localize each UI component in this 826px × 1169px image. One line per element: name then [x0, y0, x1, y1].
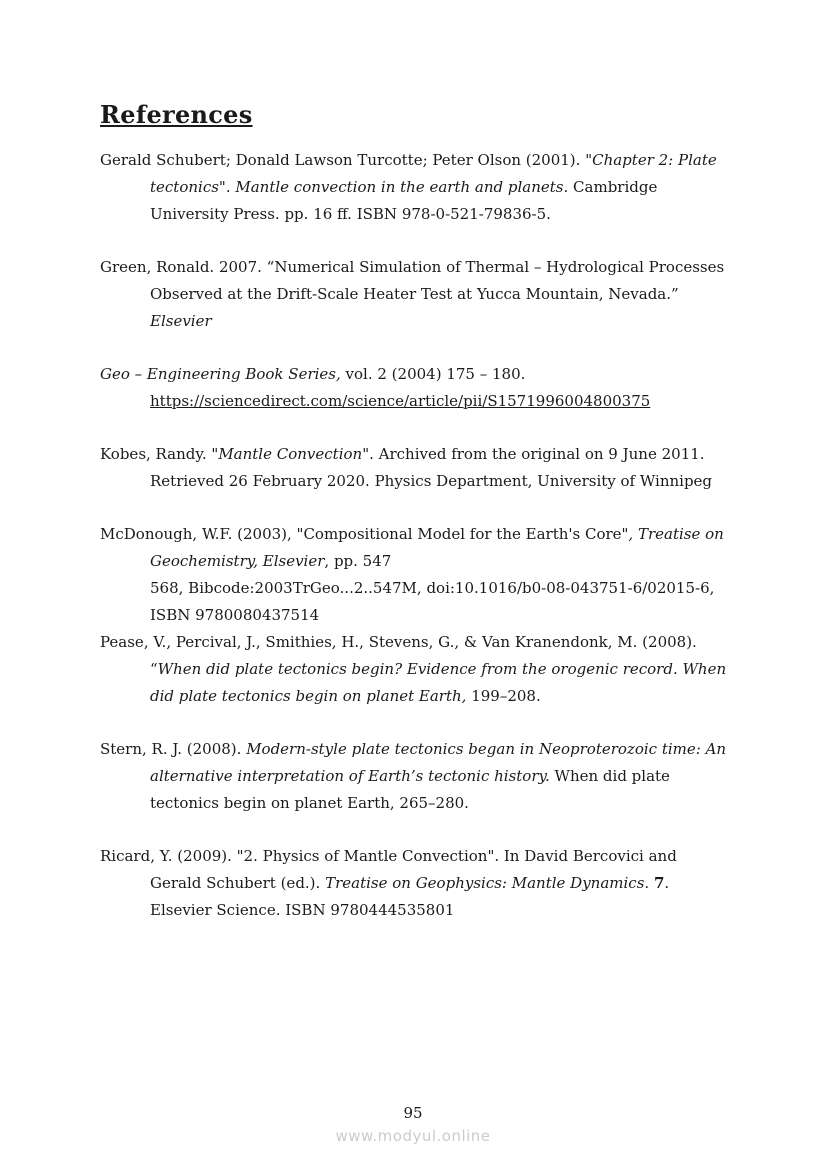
reference-text-run: When did plate tectonics begin on planet Earth, 265–280. — [150, 767, 670, 812]
reference-entry-mcdonough — [100, 521, 730, 629]
reference-list — [100, 147, 730, 924]
reference-text-run: Ricard, Y. (2009). "2. Physics of Mantle Convection". In David Bercovici and Gerald Schubert (ed.). — [100, 847, 677, 892]
reference-entry-stern — [100, 736, 730, 817]
reference-text-run: Geo – Engineering Book Series, — [100, 365, 341, 383]
reference-text-run: Kobes, Randy. " — [100, 445, 219, 463]
page-title: References — [100, 100, 253, 129]
reference-text-run: "Chapter 2: Plate tectonics". Mantle convection in the earth and planets. — [150, 151, 717, 196]
reference-entry-kobes — [100, 441, 730, 495]
reference-text-run: Pease, V., Percival, J., Smithies, H., Stevens, G., & Van Kranendonk, M. (2008). “ — [100, 633, 697, 678]
reference-text-run: Gerald Schubert; Donald Lawson Turcotte; Peter Olson (2001). — [100, 151, 586, 169]
reference-text-run: 7 — [653, 874, 665, 892]
reference-entry-pease — [100, 629, 730, 710]
page-footer — [0, 1104, 826, 1145]
reference-text-run: Modern-style plate tectonics began in Neoproterozoic time: An alternative interpretation of Earth’s tectonic history. — [150, 740, 727, 785]
reference-entry-geo-series — [100, 361, 730, 415]
reference-text-run: ", Treatise on Geochemistry, Elsevier — [150, 525, 724, 570]
watermark: www.modyul.online — [335, 1127, 491, 1145]
reference-text-run: . Elsevier Science. ISBN 9780444535801 — [150, 874, 670, 919]
reference-text-run: Elsevier — [150, 312, 212, 330]
reference-text-run: , pp. 547 — [324, 552, 392, 570]
reference-url-link[interactable]: https://sciencedirect.com/science/article/pii/S1571996004800375 — [150, 392, 651, 410]
reference-text-run: Treatise on Geophysics: Mantle Dynamics. — [325, 874, 650, 892]
reference-text-run: 199–208. — [466, 687, 541, 705]
reference-text-run: When did plate tectonics begin? Evidence from the orogenic record. When did plate tectonics begin on planet Earth, — [150, 660, 727, 705]
reference-text-run: ". Archived from the original on 9 June 2011. Retrieved 26 February 2020. Physics Department, University of Winnipeg — [150, 445, 713, 490]
reference-text-run: Mantle Convection — [218, 445, 363, 463]
reference-text-run: 568, Bibcode:2003TrGeo...2..547M, doi:10.1016/b0-08-043751-6/02015-6, ISBN 9780080437514 — [150, 579, 715, 624]
reference-text-run: vol. 2 (2004) 175 – 180. — [340, 365, 526, 383]
reference-text-run: Stern, R. J. (2008). — [100, 740, 247, 758]
reference-entry-green — [100, 254, 730, 335]
reference-text-run: Green, Ronald. 2007. “Numerical Simulation of Thermal – Hydrological Processes Observed at the Drift-Scale Heater Test at Yucca Mountain, Nevada.” — [100, 258, 725, 303]
page-number: 95 — [403, 1104, 423, 1122]
reference-entry-ricard — [100, 843, 730, 924]
reference-text-run: McDonough, W.F. (2003), "Compositional Model for the Earth's Core — [100, 525, 622, 543]
reference-entry-schubert — [100, 147, 730, 228]
reference-text-run: Cambridge University Press. pp. 16 ff. ISBN 978-0-521-79836-5. — [150, 178, 658, 223]
